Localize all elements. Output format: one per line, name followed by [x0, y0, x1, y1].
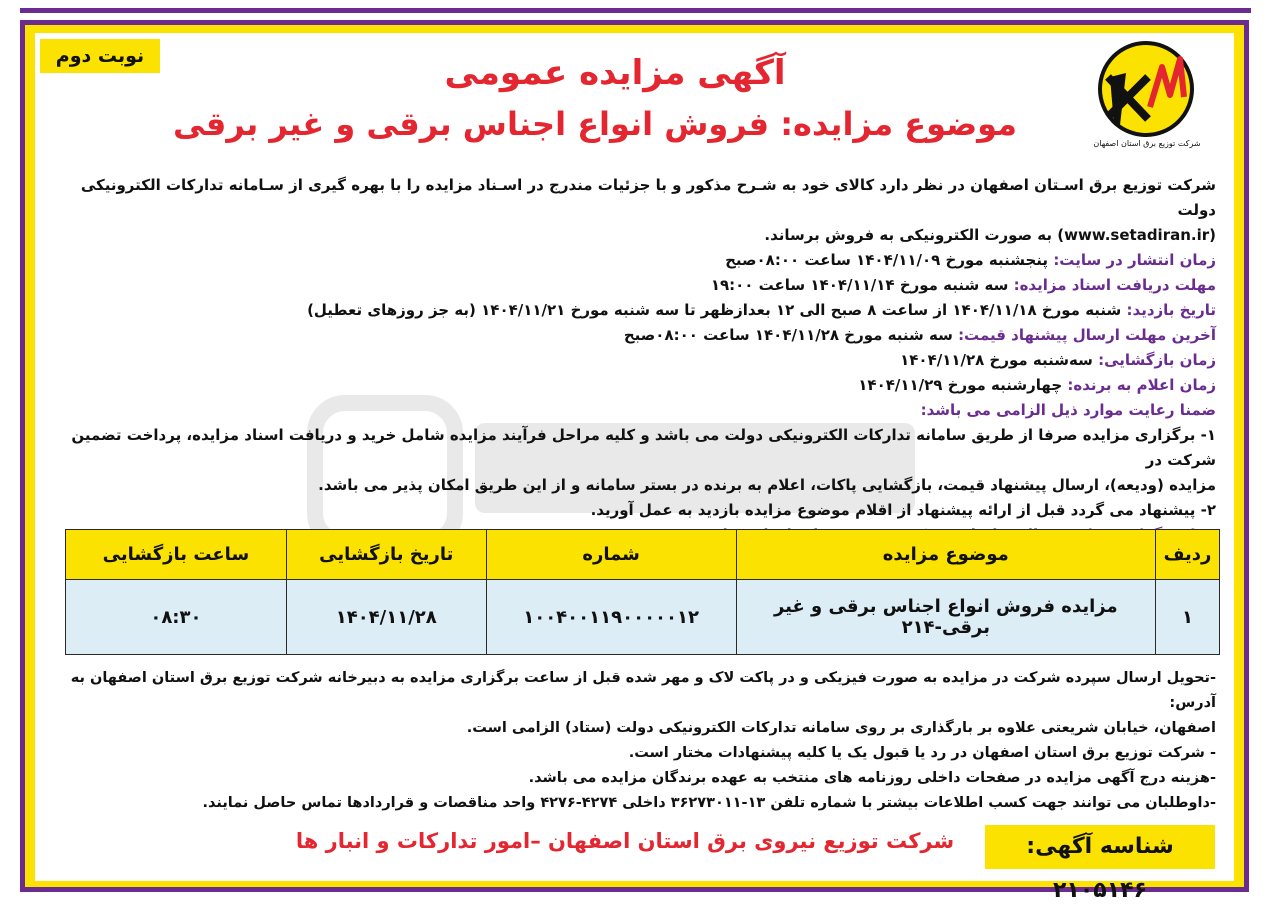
schedule-deadline [65, 323, 1216, 348]
column-header: موضوع مزایده [736, 530, 1155, 580]
condition-1-line-2: مزایده (ودیعه)، ارسال پیشنهاد قیمت، بازگشایی پاکات، اعلام به برنده در بستر سامانه و از این طریق امکان پذیر می باشد. [318, 476, 1216, 494]
column-header: شماره [486, 530, 736, 580]
column-header: تاریخ بازگشایی [286, 530, 486, 580]
schedule-publish [65, 248, 1216, 273]
schedule-documents [65, 273, 1216, 298]
column-header: ردیف [1156, 530, 1220, 580]
schedule-winner [65, 373, 1216, 398]
conditions-heading: ضمنا رعایت موارد ذیل الزامی می باشد: [920, 401, 1216, 419]
notice-body [35, 33, 1234, 903]
schedule-label: زمان بازگشایی: [1098, 351, 1216, 369]
schedule-label: تاریخ بازدید: [1126, 301, 1216, 319]
notice-title: آگهی مزایده عمومی [444, 53, 786, 93]
logo-caption: شرکت توزیع برق استان اصفهان [1093, 139, 1201, 148]
table-header-row [66, 530, 1220, 580]
schedule-opening [65, 348, 1216, 373]
schedule-value: پنجشنبه مورخ ۱۴۰۴/۱۱/۰۹ ساعت ۰۸:۰۰صبح [725, 251, 1049, 269]
notice-text [65, 173, 1216, 548]
note-2: - شرکت توزیع برق استان اصفهان در رد یا قبول یک یا کلیه پیشنهادات مختار است. [628, 745, 1216, 761]
table-cell: مزایده فروش انواع اجناس برقی و غیر برقی-۲۱۴ [736, 580, 1155, 655]
schedule-value: شنبه مورخ ۱۴۰۴/۱۱/۱۸ از ساعت ۸ صبح الی ۱۲ بعدازظهر تا سه شنبه مورخ ۱۴۰۴/۱۱/۲۱ (به جز روزهای تعطیل) [307, 301, 1122, 319]
note-1-line-2: اصفهان، خیابان شریعتی علاوه بر بارگذاری بر روی سامانه تدارکات الکترونیکی دولت (ستاد) الزامی است. [466, 720, 1216, 736]
notice-subject: موضوع مزایده: فروش انواع اجناس برقی و غیر برقی [173, 105, 1017, 143]
top-rule [20, 8, 1251, 13]
schedule-value: سه‌شنبه مورخ ۱۴۰۴/۱۱/۲۸ [900, 351, 1093, 369]
schedule-label: مهلت دریافت اسناد مزایده: [1013, 276, 1216, 294]
schedule-label: آخرین مهلت ارسال پیشنهاد قیمت: [958, 326, 1216, 344]
table-row [66, 580, 1220, 655]
intro-line-2: (www.setadiran.ir) به صورت الکترونیکی به فروش برساند. [764, 226, 1216, 244]
footer-organization: شرکت توزیع نیروی برق استان اصفهان –امور تدارکات و انبار ها [295, 829, 955, 853]
condition-1-line-1: ۱- برگزاری مزایده صرفا از طریق سامانه تدارکات الکترونیکی دولت می باشد و کلیه مراحل فرآیند مزایده شامل خرید و دریافت اسناد مزایده، پرداخت تضمین شرکت در [71, 426, 1216, 469]
note-3: -هزینه درج آگهی مزایده در صفحات داخلی روزنامه های منتخب به عهده برندگان مزایده می باشد. [528, 770, 1216, 786]
ad-id-badge: شناسه آگهی: ۲۱۰۵۱۴۶ [985, 825, 1215, 869]
column-header: ساعت بازگشایی [66, 530, 287, 580]
notes [65, 666, 1216, 816]
schedule-value: سه شنبه مورخ ۱۴۰۴/۱۱/۱۴ ساعت ۱۹:۰۰ [710, 276, 1009, 294]
note-4: -داوطلبان می توانند جهت کسب اطلاعات بیشتر با شماره تلفن ۱۳-۳۶۲۷۳۰۱۱ داخلی ۴۲۷۴-۴۲۷۶ واحد مناقصات و قراردادها تماس حاصل نمایند. [202, 795, 1216, 811]
schedule-visit [65, 298, 1216, 323]
table-cell: ۰۸:۳۰ [66, 580, 287, 655]
schedule-value: چهارشنبه مورخ ۱۴۰۴/۱۱/۲۹ [858, 376, 1063, 394]
intro-line-1: شرکت توزیع برق اسـتان اصفهان در نظر دارد کالای خود به شـرح مذکور و با جزئیات مندرج در اسـناد مزایده را با بهره گیری از سـامانه تدارکات الکترونیکی دولت [80, 176, 1216, 219]
schedule-value: سه شنبه مورخ ۱۴۰۴/۱۱/۲۸ ساعت ۰۸:۰۰صبح [623, 326, 953, 344]
table-cell: ۱۴۰۴/۱۱/۲۸ [286, 580, 486, 655]
edition-badge: نوبت دوم [40, 39, 160, 73]
schedule-label: زمان اعلام به برنده: [1067, 376, 1216, 394]
condition-2: ۲- پیشنهاد می گردد قبل از ارائه پیشنهاد از اقلام موضوع مزایده بازدید به عمل آورید. [590, 501, 1216, 519]
auction-table [65, 529, 1220, 655]
auction-table-wrap [65, 529, 1220, 655]
note-1-line-1: -تحویل ارسال سپرده شرکت در مزایده به صورت فیزیکی و در پاکت لاک و مهر شده قبل از ساعت برگزاری مزایده به دبیرخانه شرکت توزیع برق استان اصفهان به آدرس: [70, 670, 1216, 711]
schedule-label: زمان انتشار در سایت: [1053, 251, 1216, 269]
table-cell: ۱۰۰۴۰۰۱۱۹۰۰۰۰۰۱۲ [486, 580, 736, 655]
table-cell: ۱ [1156, 580, 1220, 655]
